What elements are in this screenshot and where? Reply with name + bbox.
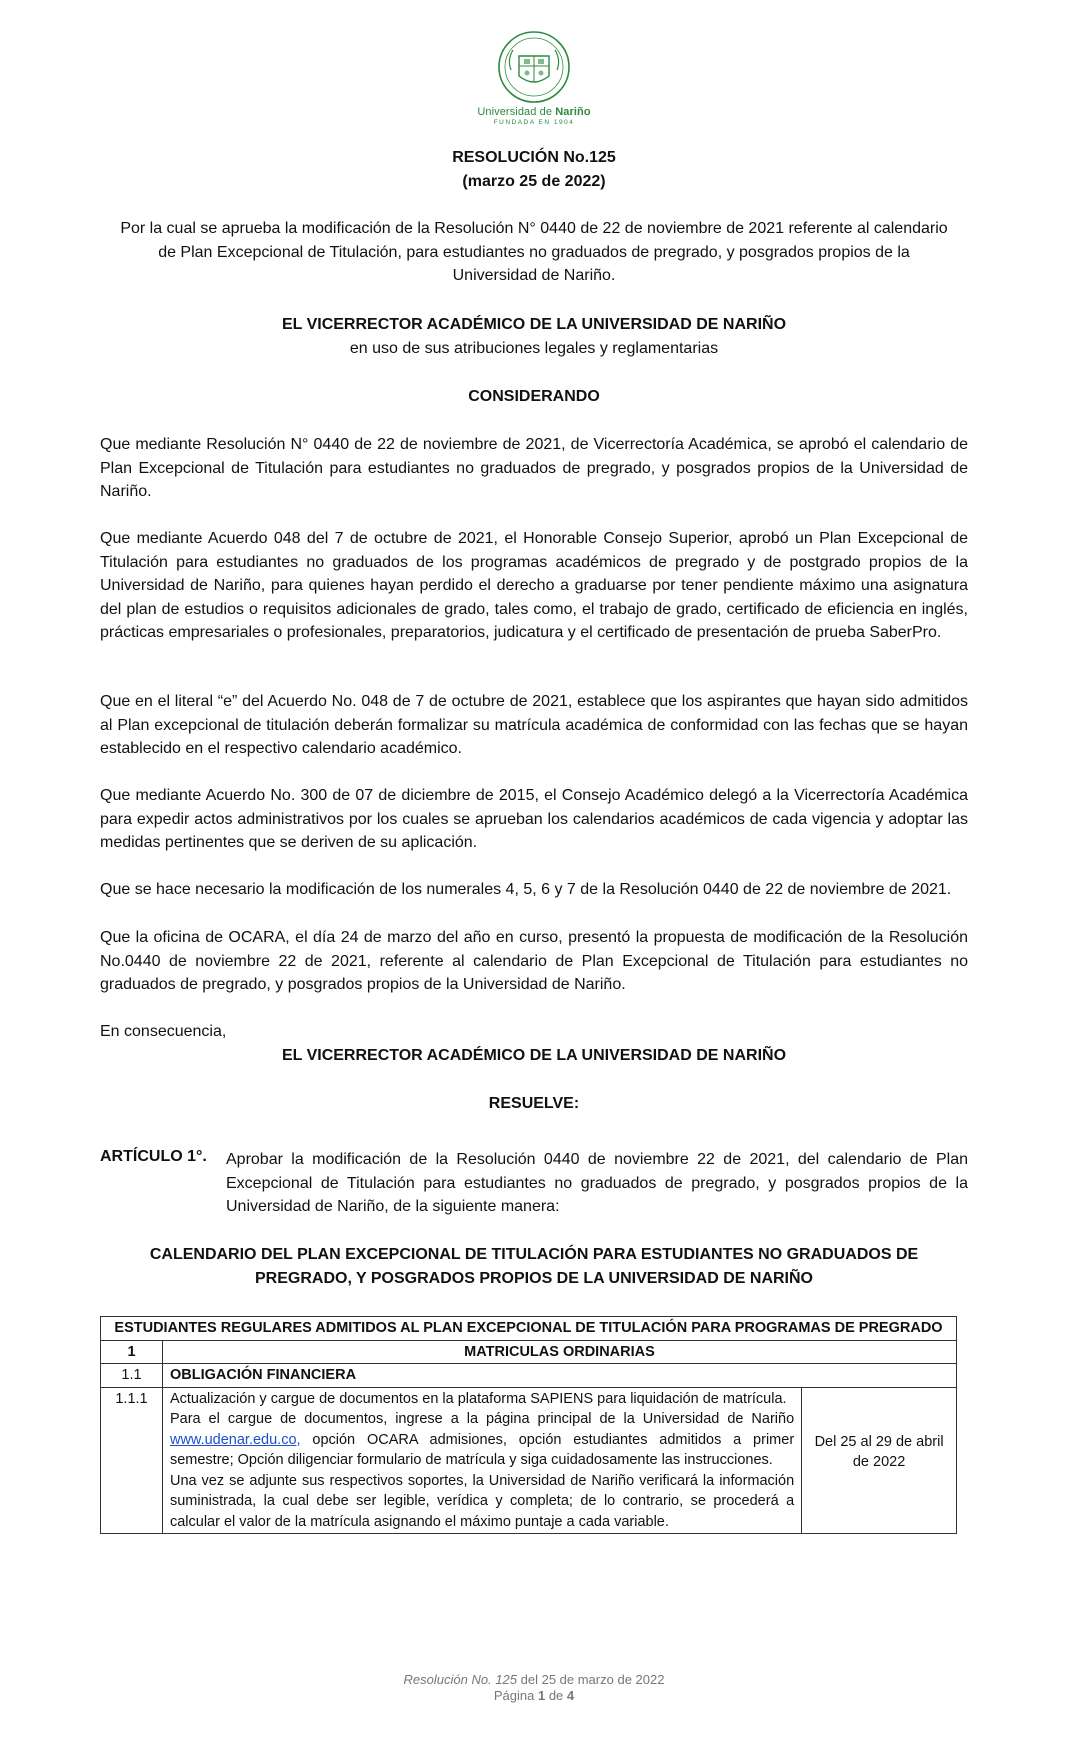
resuelve-heading: RESUELVE:	[488, 1095, 580, 1112]
university-logo	[470, 30, 598, 126]
resolution-title: RESOLUCIÓN No.125	[452, 149, 616, 166]
section-label-cell: MATRICULAS ORDINARIAS	[162, 1340, 956, 1364]
table-row	[101, 1387, 957, 1534]
table-row	[101, 1317, 957, 1341]
authority-subtitle: en uso de sus atribuciones legales y reglamentarias	[349, 340, 719, 357]
resolution-summary: Por la cual se aprueba la modificación de la Resolución N° 0440 de 22 de noviembre de 2021 referente al calendario de Plan Excepcional de Titulación, para estudiantes no graduados de pregrado, y posgrados propios de la Universidad de Nariño.	[120, 220, 948, 284]
considerando-paragraph-5: Que se hace necesario la modificación de los numerales 4, 5, 6 y 7 de la Resolución 0440 de 22 de noviembre de 2021.	[100, 881, 952, 898]
table-row	[101, 1340, 957, 1364]
item-description-cell	[162, 1387, 801, 1534]
footer-resolution: Resolución No. 125 del 25 de marzo de 2022	[403, 1672, 665, 1687]
considerando-paragraph-4: Que mediante Acuerdo No. 300 de 07 de diciembre de 2015, el Consejo Académico delegó a la Vicerrectoría Académica para expedir actos administrativos por los cuales se aprueban los calendarios académicos de cada vigencia y adoptar las medidas pertinentes que se deriven de su aplicación.	[100, 787, 968, 851]
item-date-cell: Del 25 al 29 de abril de 2022	[802, 1387, 957, 1534]
considerando-paragraph-6: Que la oficina de OCARA, el día 24 de marzo del año en curso, presentó la propuesta de modificación de la Resolución No.0440 de noviembre 22 de 2021, referente al calendario de Plan Excepcional de Titulación para estudiantes no graduados de pregrado, y posgrados propios de la Universidad de Nariño.	[100, 929, 968, 993]
resuelve-authority: EL VICERRECTOR ACADÉMICO DE LA UNIVERSIDAD DE NARIÑO	[281, 1047, 787, 1064]
authority-title: EL VICERRECTOR ACADÉMICO DE LA UNIVERSIDAD DE NARIÑO	[281, 316, 787, 333]
considerando-paragraph-3: Que en el literal “e” del Acuerdo No. 048 de 7 de octubre de 2021, establece que los aspirantes que hayan sido admitidos al Plan excepcional de titulación deberán formalizar su matrícula académica de conformidad con las fechas que se hayan establecido en el respectivo calendario académico.	[100, 693, 968, 757]
item-paragraph-3: Una vez se adjunte sus respectivos soportes, la Universidad de Nariño verificará la información suministrada, la cual debe ser legible, verídica y completa; de lo contrario, se procederá a calcular el valor de la matrícula asignando el máximo puntaje a cada variable.	[169, 1472, 795, 1530]
logo-founded: FUNDADA EN 1904	[493, 119, 575, 126]
considerando-paragraph-1: Que mediante Resolución N° 0440 de 22 de noviembre de 2021, de Vicerrectoría Académica, se aprobó el calendario de Plan Excepcional de Titulación para estudiantes no graduados de pregrado, y posgrados propios de la Universidad de Nariño.	[100, 436, 968, 500]
consequence-text: En consecuencia,	[100, 1023, 227, 1040]
calendar-table	[100, 1316, 957, 1534]
article-label: ARTÍCULO 1°.	[100, 1148, 207, 1165]
udenar-link[interactable]: www.udenar.edu.co,	[169, 1431, 301, 1448]
considerando-paragraph-2: Que mediante Acuerdo 048 del 7 de octubre de 2021, el Honorable Consejo Superior, aprobó un Plan Excepcional de Titulación para estudiantes no graduados de los programas académicos de pregrado y de postgrado propios de la Universidad de Nariño, para quienes hayan perdido el derecho a graduarse por tener pendiente máximo una asignatura del plan de estudios o requisitos adicionales de grado, tales como, el trabajo de grado, certificado de eficiencia en inglés, prácticas empresariales o profesionales, preparatorios, judicatura y el certificado de presentación de prueba SaberPro.	[100, 530, 968, 641]
table-row	[101, 1364, 957, 1388]
subsection-number-cell: 1.1	[101, 1364, 163, 1388]
item-number-cell: 1.1.1	[101, 1387, 163, 1534]
item-paragraph-1: Actualización y cargue de documentos en la plataforma SAPIENS para liquidación de matrícula.	[169, 1390, 787, 1407]
resolution-date: (marzo 25 de 2022)	[462, 173, 606, 190]
logo-name: Universidad de Nariño	[477, 106, 591, 118]
considerando-heading: CONSIDERANDO	[468, 388, 600, 405]
section-number-cell: 1	[101, 1340, 163, 1364]
calendar-title: CALENDARIO DEL PLAN EXCEPCIONAL DE TITULACIÓN PARA ESTUDIANTES NO GRADUADOS DE PREGRADO, Y POSGRADOS PROPIOS DE LA UNIVERSIDAD DE NARIÑO	[149, 1246, 919, 1287]
article-text: Aprobar la modificación de la Resolución 0440 de noviembre 22 de 2021, del calendario de Plan Excepcional de Titulación para estudiantes no graduados de pregrado, y posgrados propios de la Universidad de Nariño, de la siguiente manera:	[226, 1151, 968, 1215]
table-header-cell: ESTUDIANTES REGULARES ADMITIDOS AL PLAN EXCEPCIONAL DE TITULACIÓN PARA PROGRAMAS DE PREGRADO	[101, 1317, 957, 1341]
subsection-label-cell: OBLIGACIÓN FINANCIERA	[162, 1364, 956, 1388]
footer-page-number: Página 1 de 4	[493, 1688, 575, 1703]
item-paragraph-2: Para el cargue de documentos, ingrese a la página principal de la Universidad de Nariño www.udenar.edu.co, opción OCARA admisiones, opción estudiantes admitidos a primer semestre; Opción diligenciar formulario de matrícula y siga cuidadosamente las instrucciones.	[169, 1411, 795, 1468]
university-seal-icon	[497, 30, 571, 104]
